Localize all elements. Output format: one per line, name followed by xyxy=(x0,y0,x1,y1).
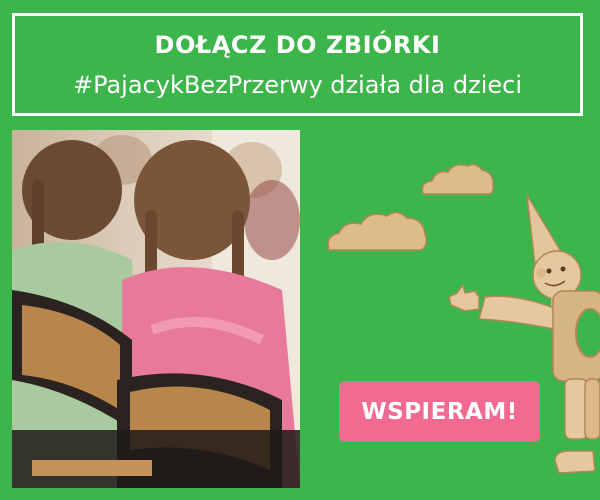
children-photo xyxy=(12,130,300,488)
wspieram-button[interactable]: WSPIERAM! xyxy=(339,381,540,442)
header-title: DOŁĄCZ DO ZBIÓRKI xyxy=(154,30,441,59)
wooden-cloud-icon xyxy=(325,208,430,253)
header-box xyxy=(12,13,583,116)
header-subtitle: #PajacykBezPrzerwy działa dla dzieci xyxy=(72,70,523,99)
wooden-cloud-icon xyxy=(420,162,495,197)
